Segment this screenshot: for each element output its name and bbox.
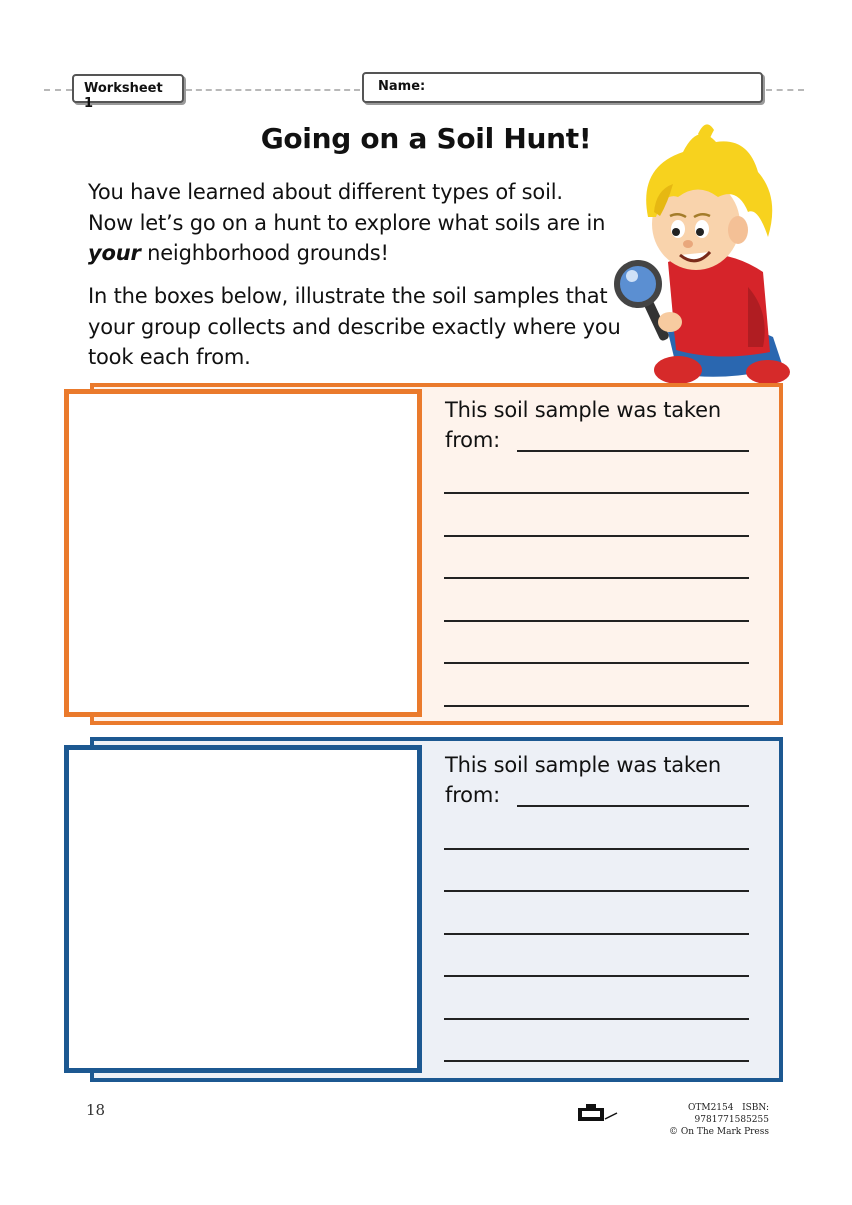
writing-line[interactable]	[444, 1018, 749, 1020]
writing-line[interactable]	[517, 450, 749, 452]
writing-line[interactable]	[444, 620, 749, 622]
page-title: Going on a Soil Hunt!	[260, 122, 592, 155]
writing-line[interactable]	[444, 1060, 749, 1062]
footer-code	[624, 1102, 769, 1138]
publisher: © On The Mark Press	[668, 1127, 769, 1137]
writing-line[interactable]	[444, 705, 749, 707]
boy-with-magnifying-glass-icon	[598, 112, 793, 387]
page-number: 18	[86, 1101, 106, 1119]
writing-line[interactable]	[444, 577, 749, 579]
writing-line[interactable]	[444, 535, 749, 537]
writing-line[interactable]	[444, 933, 749, 935]
writing-line[interactable]	[444, 848, 749, 850]
isbn: ISBN: 9781771585255	[694, 1103, 769, 1125]
sample-prompt-1	[445, 395, 765, 455]
writing-line[interactable]	[444, 975, 749, 977]
sample-prompt-2-line2: from:	[445, 783, 500, 807]
header-rule-right	[766, 89, 804, 91]
sample-drawing-box-1[interactable]	[64, 389, 422, 717]
header-rule-left	[44, 89, 72, 91]
worksheet-label: Worksheet 1	[72, 74, 184, 103]
sample-prompt-2-line1: This soil sample was taken	[445, 753, 721, 777]
writing-line[interactable]	[517, 805, 749, 807]
product-code: OTM2154	[687, 1103, 734, 1113]
intro-text-before: You have learned about different types of soil. Now let’s go on a hunt to explore what soils are in	[88, 180, 606, 235]
writing-line[interactable]	[444, 890, 749, 892]
writing-line[interactable]	[444, 662, 749, 664]
sample-drawing-box-2[interactable]	[64, 745, 422, 1073]
sample-prompt-2	[445, 750, 765, 810]
on-the-mark-press-logo-icon	[577, 1103, 619, 1123]
instructions-paragraph: In the boxes below, illustrate the soil samples that your group collects and describe exactly where you took each from.	[88, 284, 621, 369]
intro-paragraph	[88, 177, 608, 269]
intro-text-after: neighborhood grounds!	[140, 241, 389, 265]
name-field[interactable]	[362, 72, 763, 103]
sample-prompt-1-line2: from:	[445, 428, 500, 452]
writing-line[interactable]	[444, 492, 749, 494]
intro-emphasis: your	[88, 241, 141, 265]
header-rule-middle	[186, 89, 360, 91]
name-label: Name:	[378, 79, 426, 94]
sample-prompt-1-line1: This soil sample was taken	[445, 398, 721, 422]
